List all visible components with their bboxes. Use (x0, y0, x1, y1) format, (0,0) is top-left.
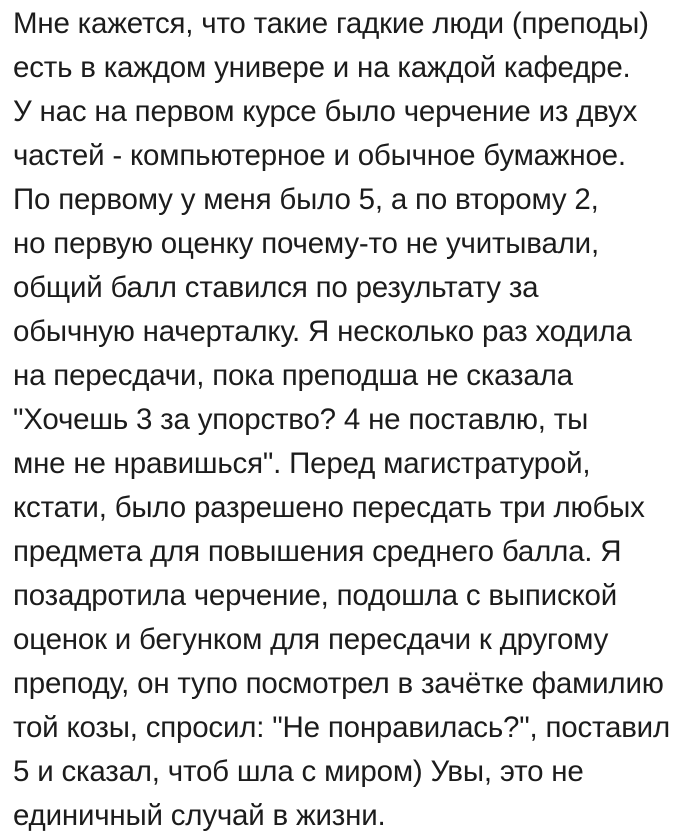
text-line: есть в каждом универе и на каждой кафедре. (13, 51, 631, 84)
text-line: единичный случай в жизни. (13, 799, 386, 832)
text-line: По первому у меня было 5, а по второму 2, (13, 183, 599, 216)
text-line: обычную начерталку. Я несколько раз ходила (13, 315, 632, 348)
text-line: оценок и бегунком для пересдачи к другому (13, 623, 609, 656)
text-line: кстати, было разрешено пересдать три любых (13, 491, 645, 524)
text-line: той козы, спросил: "Не понравилась?", поставил (13, 711, 670, 744)
text-line: мне не нравишься". Перед магистратурой, (13, 447, 591, 480)
text-line: но первую оценку почему-то не учитывали, (13, 227, 599, 260)
text-line: У нас на первом курсе было черчение из двух (13, 95, 638, 128)
text-line: предмета для повышения среднего балла. Я (13, 535, 622, 568)
text-line: общий балл ставился по результату за (13, 271, 539, 304)
text-line: 5 и сказал, чтоб шла с миром) Увы, это не (13, 755, 584, 788)
text-line: на пересдачи, пока преподша не сказала (13, 359, 573, 392)
text-line: частей - компьютерное и обычное бумажное. (13, 139, 626, 172)
text-line: "Хочешь 3 за упорство? 4 не поставлю, ты (13, 403, 589, 436)
text-line: преподу, он тупо посмотрел в зачётке фамилию (13, 667, 664, 700)
text-line: позадротила черчение, подошла с выпиской (13, 579, 618, 612)
text-line: Мне кажется, что такие гадкие люди (преподы) (13, 7, 649, 40)
